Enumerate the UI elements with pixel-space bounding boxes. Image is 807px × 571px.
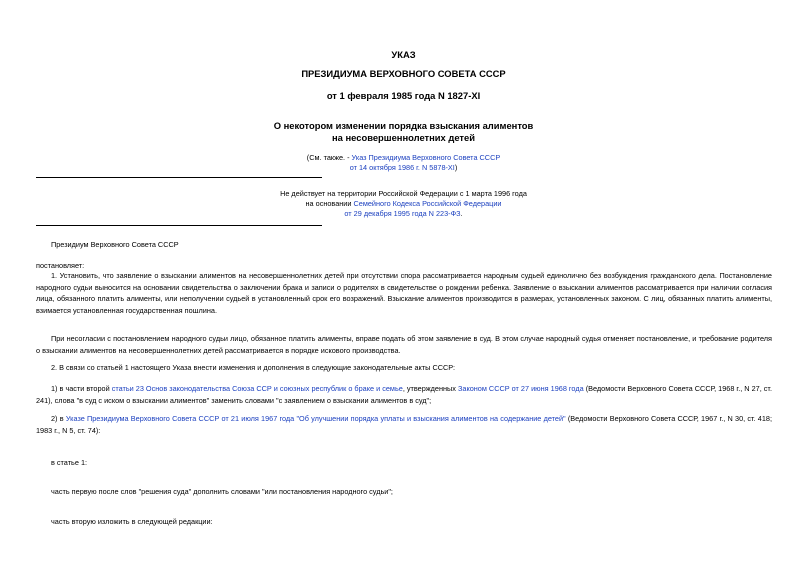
family-code-link[interactable]: Семейного Кодекса Российской Федерации xyxy=(353,199,502,208)
paragraph-1-text: 1. Установить, что заявление о взыскании алиментов на несовершеннолетних детей при отсутствии спора рассматривается народным судьей единолично без возбуждения гражданского дела. Постановление народного судьи выносится на основании свидетельства о заключении брака и записи о родителях в свидетельстве о рождении ребенка. Заявление о взыскании алиментов рассматривается при наличии согласия лица, обязанного платить алименты, или неполучении судьей в установленный срок его возражений. Взыскание алиментов производится в размерах, установленных законом. С лиц, обязанных платить алименты, взимается установленная государственная пошлина. xyxy=(36,271,772,315)
paragraph-2 xyxy=(36,333,772,356)
issuer-text: Президиум Верховного Совета СССР xyxy=(51,240,179,249)
issuer-paragraph xyxy=(36,239,772,251)
status-line2 xyxy=(0,199,807,209)
see-also-suffix: ) xyxy=(454,163,458,172)
issuer-heading: ПРЕЗИДИУМА ВЕРХОВНОГО СОВЕТА СССР xyxy=(301,68,506,79)
doc-type-heading: УКАЗ xyxy=(391,49,416,60)
subject-heading-line1: О некотором изменении порядка взыскания алиментов xyxy=(273,120,534,131)
paragraph-8-text: часть вторую изложить в следующей редакции: xyxy=(51,517,213,526)
ussr-law-1968-link[interactable]: Законом СССР от 27 июня 1968 года xyxy=(457,384,584,393)
status-line1: Не действует на территории Российской Федерации с 1 марта 1996 года xyxy=(280,189,527,198)
decree-1967-link[interactable]: Указе Президиума Верховного Совета СССР от 21 июля 1967 года "Об улучшении порядка уплаты и взыскания алиментов на содержание детей" xyxy=(65,414,566,423)
resolves-paragraph: постановляет: xyxy=(36,261,85,270)
paragraph-4-mid: , утвержденных xyxy=(402,384,458,393)
see-also-line1 xyxy=(0,153,807,163)
see-also-line2 xyxy=(0,163,807,173)
divider-top xyxy=(36,177,322,178)
paragraph-7 xyxy=(36,486,772,498)
paragraph-5 xyxy=(36,413,772,436)
paragraph-5-end: (Ведомости Верховного Совета СССР, 1967 г., N 30, ст. 418; 1983 г., N 5, ст. 74): xyxy=(36,414,773,435)
see-also-link-date[interactable]: от 14 октября 1986 г. N 5878-XI xyxy=(349,163,455,172)
paragraph-5-start: 2) в xyxy=(51,414,66,423)
family-code-date-link[interactable]: от 29 декабря 1995 года N 223-ФЗ xyxy=(344,209,461,218)
basics-article-23-link[interactable]: статьи 23 Основ законодательства Союза ССР и союзных республик о браке и семье xyxy=(111,384,403,393)
paragraph-3-text: 2. В связи со статьей 1 настоящего Указа внести изменения и дополнения в следующие законодательные акты СССР: xyxy=(51,363,455,372)
paragraph-6-text: в статье 1: xyxy=(51,458,88,467)
see-also-prefix: (См. также. - xyxy=(306,153,352,162)
status-end: . xyxy=(460,209,463,218)
paragraph-4 xyxy=(36,383,772,406)
subject-heading-line2: на несовершеннолетних детей xyxy=(332,132,475,143)
see-also-link[interactable]: Указ Президиума Верховного Совета СССР xyxy=(351,153,501,162)
status-prefix: на основании xyxy=(305,199,354,208)
paragraph-2-text: При несогласии с постановлением народного судьи лицо, обязанное платить алименты, вправе подать об этом заявление в суд. В этом случае народный судья отменяет постановление, и требование родителя о взыскании алиментов на несовершеннолетних детей рассматривается в порядке искового производства. xyxy=(36,334,772,355)
date-number-heading: от 1 февраля 1985 года N 1827-XI xyxy=(326,90,481,101)
paragraph-8 xyxy=(36,516,772,528)
paragraph-3 xyxy=(36,362,772,374)
paragraph-1 xyxy=(36,270,772,316)
status-line3 xyxy=(0,209,807,219)
paragraph-6 xyxy=(36,457,772,469)
divider-bottom xyxy=(36,225,322,226)
paragraph-7-text: часть первую после слов "решения суда" дополнить словами "или постановления народного судьи"; xyxy=(51,487,393,496)
paragraph-4-start: 1) в части второй xyxy=(51,384,112,393)
paragraph-4-end: (Ведомости Верховного Совета СССР, 1968 г., N 27, ст. 241), слова "в суд с иском о взыскании алиментов" заменить словами "с заявлением о взыскании алиментов в суд"; xyxy=(36,384,772,405)
